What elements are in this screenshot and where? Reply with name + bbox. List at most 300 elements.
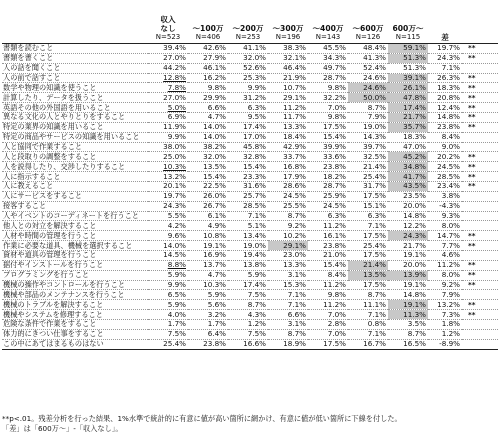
value-text: 24.5%	[323, 201, 346, 211]
value-cell	[388, 132, 428, 142]
table-row	[2, 191, 498, 201]
value-cell	[348, 280, 388, 290]
header-row	[2, 0, 498, 44]
value-cell	[348, 44, 388, 54]
diff-cell: 14.7%	[428, 231, 462, 241]
value-text: 8.7%	[287, 211, 306, 221]
value-text: 17.5%	[363, 191, 386, 201]
footnote	[2, 414, 498, 434]
value-cell	[268, 241, 308, 251]
value-text: 13.4%	[243, 230, 266, 240]
value-cell	[388, 300, 428, 310]
value-text: 17.5%	[323, 339, 346, 349]
value-text: 9.5%	[247, 112, 266, 122]
value-cell	[228, 300, 268, 310]
value-text: 3.2%	[207, 309, 226, 319]
value-cell	[188, 300, 228, 310]
value-cell	[348, 142, 388, 152]
value-text: 13.8%	[243, 260, 266, 270]
value-text: 27.0%	[163, 92, 186, 102]
value-text: 12.8%	[163, 73, 186, 82]
value-text: 52.6%	[243, 63, 266, 73]
value-text: 59.1%	[403, 43, 426, 53]
value-cell	[268, 103, 308, 113]
value-text: 6.3%	[247, 102, 266, 112]
value-cell	[308, 103, 348, 113]
value-cell	[308, 300, 348, 310]
row-label: 数学や物理の知識を使うこと	[2, 83, 148, 93]
value-text: 1.7%	[207, 319, 226, 329]
value-text: 5.9%	[247, 270, 266, 280]
value-text: 10.8%	[203, 230, 226, 240]
value-cell	[388, 251, 428, 261]
value-text: 8.7%	[247, 299, 266, 309]
significance-mark: **	[462, 162, 498, 172]
value-cell	[148, 280, 188, 290]
value-text: 27.9%	[203, 53, 226, 63]
value-cell	[188, 201, 228, 211]
header-col-200	[228, 0, 268, 44]
table-row	[2, 73, 498, 83]
value-cell	[228, 231, 268, 241]
value-text: 4.9%	[207, 220, 226, 230]
value-text: 23.8%	[323, 161, 346, 171]
value-cell	[348, 290, 388, 300]
value-cell	[148, 162, 188, 172]
diff-cell: 13.2%	[428, 300, 462, 310]
value-cell	[188, 260, 228, 270]
value-cell	[388, 162, 428, 172]
value-cell	[148, 201, 188, 211]
row-label: 機械のトラブルを解決すること	[2, 300, 148, 310]
value-cell	[188, 241, 228, 251]
value-text: 7.8%	[167, 82, 186, 92]
diff-cell: 11.2%	[428, 260, 462, 270]
data-table	[2, 0, 498, 350]
value-text: 4.7%	[207, 270, 226, 280]
value-cell	[228, 132, 268, 142]
row-label: 人やイベントのコーディネートを行うこと	[2, 211, 148, 221]
value-cell	[308, 320, 348, 330]
value-text: 6.5%	[167, 289, 186, 299]
header-col-none-line1: 収入	[160, 15, 176, 24]
significance-mark: **	[462, 73, 498, 83]
value-cell	[308, 191, 348, 201]
value-cell	[228, 221, 268, 231]
value-text: 19.1%	[203, 240, 226, 250]
row-label: 英語その他の外国語を用いること	[2, 103, 148, 113]
value-text: 13.5%	[203, 161, 226, 171]
value-text: 38.0%	[163, 142, 186, 152]
value-cell	[348, 241, 388, 251]
value-cell	[388, 241, 428, 251]
diff-cell: 4.6%	[428, 251, 462, 261]
table-row	[2, 260, 498, 270]
header-col-100	[188, 0, 228, 44]
value-text: 50.0%	[363, 92, 386, 102]
value-text: 26.7%	[203, 201, 226, 211]
value-cell	[188, 280, 228, 290]
value-text: 25.4%	[363, 171, 386, 181]
value-cell	[228, 152, 268, 162]
value-cell	[388, 231, 428, 241]
footnote-line-1: **p<.01。残差分析を行った結果、1%水準で統計的に有意に値が高い箇所に網かけ、有意に値が低い箇所に下線を付した。	[2, 414, 402, 423]
row-label: 他人との対立を解決すること	[2, 221, 148, 231]
value-cell	[268, 53, 308, 63]
value-cell	[228, 339, 268, 349]
header-col-400-n: N=143	[315, 33, 341, 41]
significance-mark: **	[462, 300, 498, 310]
header-col-300	[268, 0, 308, 44]
value-text: 20.1%	[163, 181, 186, 191]
significance-mark: **	[462, 260, 498, 270]
value-text: 28.6%	[283, 181, 306, 191]
value-cell	[148, 44, 188, 54]
value-text: 16.9%	[203, 250, 226, 260]
value-cell	[228, 191, 268, 201]
header-col-mark	[462, 0, 498, 44]
value-text: 32.2%	[323, 92, 346, 102]
value-cell	[388, 191, 428, 201]
value-text: 21.7%	[403, 240, 426, 250]
value-text: 11.3%	[403, 309, 426, 319]
value-text: 17.5%	[363, 230, 386, 240]
value-text: 38.3%	[283, 43, 306, 53]
value-cell	[268, 191, 308, 201]
value-text: 28.5%	[243, 201, 266, 211]
value-cell	[348, 103, 388, 113]
value-cell	[268, 310, 308, 320]
diff-cell: 28.5%	[428, 172, 462, 182]
significance-mark: **	[462, 270, 498, 280]
header-col-300-n: N=196	[275, 33, 301, 41]
value-cell	[388, 63, 428, 73]
value-text: 7.0%	[327, 329, 346, 339]
value-text: 43.5%	[403, 181, 426, 191]
value-cell	[348, 63, 388, 73]
value-cell	[348, 201, 388, 211]
value-cell	[348, 320, 388, 330]
value-text: 7.5%	[167, 329, 186, 339]
diff-cell: 23.8%	[428, 122, 462, 132]
value-text: 25.0%	[163, 151, 186, 161]
value-text: 8.4%	[327, 270, 346, 280]
value-cell	[388, 339, 428, 349]
value-cell	[188, 152, 228, 162]
value-cell	[188, 320, 228, 330]
value-text: 26.0%	[203, 191, 226, 201]
value-text: 8.7%	[407, 329, 426, 339]
value-cell	[228, 73, 268, 83]
value-cell	[228, 44, 268, 54]
value-cell	[308, 122, 348, 132]
significance-mark: **	[462, 122, 498, 132]
value-cell	[348, 83, 388, 93]
value-text: 18.2%	[323, 171, 346, 181]
table-row	[2, 113, 498, 123]
value-cell	[148, 172, 188, 182]
value-cell	[228, 162, 268, 172]
value-text: 21.4%	[363, 161, 386, 171]
value-text: 15.1%	[363, 201, 386, 211]
value-text: 31.2%	[243, 92, 266, 102]
header-col-600-line: ～600万	[352, 24, 384, 33]
value-cell	[188, 132, 228, 142]
value-cell	[228, 103, 268, 113]
table-row	[2, 182, 498, 192]
value-cell	[308, 201, 348, 211]
header-col-600plus-line: 600万～	[392, 24, 424, 33]
value-text: 28.7%	[323, 181, 346, 191]
value-cell	[148, 63, 188, 73]
value-text: 18.9%	[283, 339, 306, 349]
header-col-200-n: N=253	[235, 33, 261, 41]
value-cell	[268, 93, 308, 103]
value-text: 7.1%	[247, 211, 266, 221]
value-text: 33.6%	[323, 151, 346, 161]
diff-cell: 3.8%	[428, 191, 462, 201]
value-cell	[228, 310, 268, 320]
value-text: 11.2%	[323, 220, 346, 230]
value-text: 14.0%	[203, 122, 226, 132]
value-text: 16.5%	[403, 339, 426, 349]
value-text: 2.8%	[327, 319, 346, 329]
significance-mark	[462, 142, 498, 152]
row-label: 人と協同で作業すること	[2, 142, 148, 152]
value-text: 8.7%	[367, 102, 386, 112]
value-text: 8.8%	[167, 260, 186, 270]
value-text: 14.3%	[363, 132, 386, 142]
value-text: 19.7%	[163, 191, 186, 201]
value-cell	[268, 270, 308, 280]
value-cell	[188, 310, 228, 320]
value-text: 9.9%	[247, 82, 266, 92]
value-text: 24.6%	[363, 82, 386, 92]
significance-mark: **	[462, 83, 498, 93]
header-col-600plus	[388, 0, 428, 44]
row-label: 人に教えること	[2, 182, 148, 192]
value-cell	[148, 53, 188, 63]
significance-mark: **	[462, 113, 498, 123]
value-cell	[388, 182, 428, 192]
value-cell	[228, 93, 268, 103]
value-text: 6.6%	[207, 102, 226, 112]
value-text: 25.3%	[243, 73, 266, 82]
table-row	[2, 83, 498, 93]
value-text: 5.0%	[167, 102, 186, 112]
value-cell	[308, 280, 348, 290]
value-cell	[388, 320, 428, 330]
value-text: 9.8%	[327, 82, 346, 92]
value-cell	[188, 122, 228, 132]
value-cell	[348, 270, 388, 280]
value-cell	[388, 290, 428, 300]
value-cell	[228, 142, 268, 152]
row-label: 人の前で話すこと	[2, 73, 148, 83]
significance-mark: **	[462, 280, 498, 290]
value-text: 7.1%	[287, 299, 306, 309]
value-cell	[348, 260, 388, 270]
header-col-100-line: ～100万	[192, 24, 224, 33]
value-text: 15.3%	[283, 280, 306, 290]
value-cell	[348, 310, 388, 320]
value-cell	[188, 103, 228, 113]
value-text: 32.0%	[243, 53, 266, 63]
value-cell	[148, 113, 188, 123]
value-cell	[388, 93, 428, 103]
row-label: 作業に必要な道具、機械を選択すること	[2, 241, 148, 251]
value-cell	[268, 260, 308, 270]
value-cell	[148, 132, 188, 142]
value-text: 1.7%	[167, 319, 186, 329]
value-cell	[308, 339, 348, 349]
value-text: 5.5%	[167, 211, 186, 221]
header-col-600-n: N=126	[355, 33, 381, 41]
value-cell	[228, 172, 268, 182]
significance-mark: **	[462, 44, 498, 54]
header-col-diff	[428, 0, 462, 44]
table-row	[2, 290, 498, 300]
value-cell	[348, 182, 388, 192]
value-text: 32.0%	[203, 151, 226, 161]
diff-cell: 26.3%	[428, 73, 462, 83]
value-text: 39.7%	[363, 142, 386, 152]
value-text: 23.8%	[203, 339, 226, 349]
row-label: 特定の商品やサービスの知識を用いること	[2, 132, 148, 142]
value-cell	[268, 113, 308, 123]
value-text: 5.9%	[167, 270, 186, 280]
value-cell	[388, 83, 428, 93]
value-text: 13.9%	[403, 270, 426, 280]
header-col-100-n: N=406	[195, 33, 221, 41]
value-cell	[268, 162, 308, 172]
value-cell	[388, 44, 428, 54]
value-text: 8.7%	[367, 289, 386, 299]
value-text: 19.1%	[403, 280, 426, 290]
value-text: 19.0%	[243, 240, 266, 250]
value-text: 4.0%	[167, 309, 186, 319]
row-label: 機械やシステムを修理すること	[2, 310, 148, 320]
value-text: 6.3%	[327, 211, 346, 221]
value-text: 39.9%	[323, 142, 346, 152]
value-text: 6.6%	[287, 309, 306, 319]
value-cell	[188, 63, 228, 73]
value-cell	[148, 142, 188, 152]
value-cell	[308, 251, 348, 261]
value-cell	[388, 329, 428, 339]
significance-mark	[462, 211, 498, 221]
significance-mark	[462, 320, 498, 330]
value-text: 44.2%	[163, 63, 186, 73]
value-text: 47.8%	[403, 92, 426, 102]
value-cell	[188, 211, 228, 221]
value-cell	[148, 93, 188, 103]
value-text: 17.5%	[323, 122, 346, 132]
value-text: 28.7%	[323, 73, 346, 82]
row-label: プログラミングを行うこと	[2, 270, 148, 280]
value-text: 45.8%	[243, 142, 266, 152]
value-text: 39.4%	[163, 43, 186, 53]
value-text: 17.5%	[363, 280, 386, 290]
value-text: 45.2%	[403, 151, 426, 161]
value-text: 17.5%	[363, 250, 386, 260]
value-cell	[188, 44, 228, 54]
table-row	[2, 231, 498, 241]
value-cell	[188, 191, 228, 201]
value-text: 16.6%	[243, 339, 266, 349]
value-cell	[308, 83, 348, 93]
header-col-400	[308, 0, 348, 44]
value-cell	[188, 53, 228, 63]
value-cell	[188, 329, 228, 339]
table-row	[2, 270, 498, 280]
value-text: 3.1%	[287, 270, 306, 280]
value-cell	[348, 211, 388, 221]
value-text: 17.9%	[283, 171, 306, 181]
header-col-300-line: ～300万	[272, 24, 304, 33]
row-label: 資材や道具の管理を行うこと	[2, 251, 148, 261]
diff-cell: 7.3%	[428, 310, 462, 320]
value-text: 24.6%	[363, 73, 386, 82]
value-text: 21.4%	[363, 260, 386, 270]
value-cell	[148, 270, 188, 280]
table-row	[2, 221, 498, 231]
row-label: 据付やインストールを行うこと	[2, 260, 148, 270]
value-text: 14.8%	[403, 289, 426, 299]
value-cell	[308, 113, 348, 123]
value-cell	[388, 73, 428, 83]
value-cell	[308, 44, 348, 54]
value-text: 7.1%	[367, 329, 386, 339]
value-cell	[268, 221, 308, 231]
value-text: 23.5%	[403, 191, 426, 201]
value-text: 15.4%	[203, 171, 226, 181]
value-cell	[388, 172, 428, 182]
row-label: 特定の業界の知識を用いること	[2, 122, 148, 132]
value-cell	[308, 172, 348, 182]
significance-mark	[462, 132, 498, 142]
table-row	[2, 339, 498, 349]
value-cell	[228, 63, 268, 73]
table-row	[2, 122, 498, 132]
value-text: 6.4%	[207, 329, 226, 339]
value-cell	[228, 320, 268, 330]
diff-cell: 8.0%	[428, 221, 462, 231]
value-cell	[348, 251, 388, 261]
value-cell	[228, 211, 268, 221]
value-cell	[268, 172, 308, 182]
value-text: 9.9%	[167, 132, 186, 142]
value-cell	[148, 73, 188, 83]
value-text: 18.4%	[283, 132, 306, 142]
table-row	[2, 53, 498, 63]
header-col-600	[348, 0, 388, 44]
diff-cell: 9.0%	[428, 142, 462, 152]
table-row	[2, 44, 498, 54]
value-cell	[308, 231, 348, 241]
value-cell	[268, 44, 308, 54]
table-body	[2, 44, 498, 350]
value-cell	[148, 83, 188, 93]
value-cell	[188, 251, 228, 261]
value-text: 31.7%	[363, 181, 386, 191]
value-cell	[188, 73, 228, 83]
diff-cell: 20.8%	[428, 93, 462, 103]
value-text: 21.9%	[283, 73, 306, 82]
value-cell	[228, 270, 268, 280]
row-label: 人に指示すること	[2, 172, 148, 182]
value-text: 15.4%	[323, 260, 346, 270]
